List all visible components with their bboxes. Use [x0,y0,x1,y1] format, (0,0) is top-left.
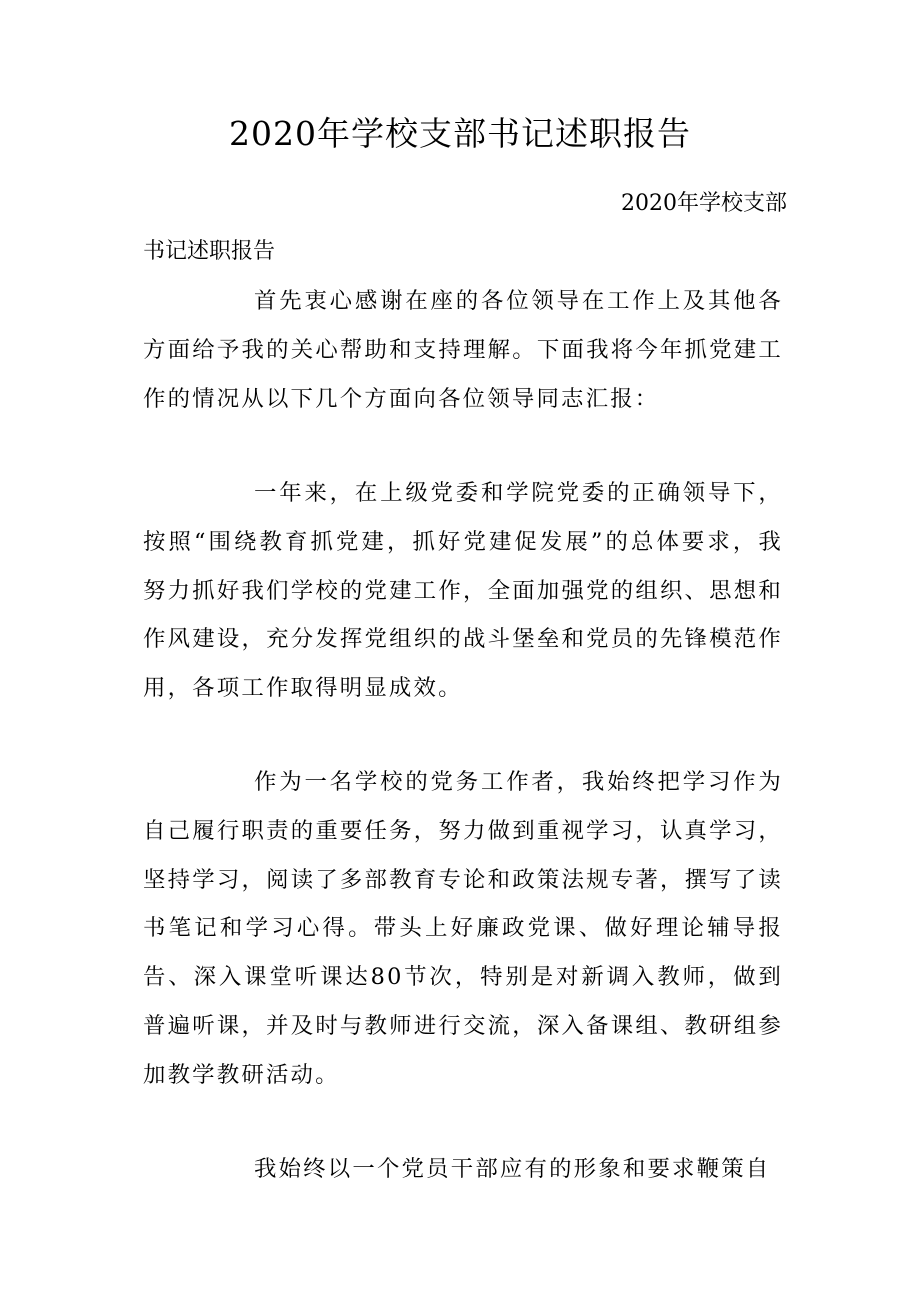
subtitle-line-1: 2020年学校支部 [621,191,787,216]
paragraph-conduct: 我始终以一个党员干部应有的形象和要求鞭策自 [254,1156,771,1182]
subtitle-line-2: 书记述职报告 [143,239,276,264]
paragraph-study: 作为一名学校的党务工作者，我始终把学习作为自己履行职责的重要任务，努力做到重视学习，认真学习，坚持学习，阅读了多部教育专论和政策法规专著，撰写了读书笔记和学习心得。带头上好廉政党课、做好理论辅导报告、深入课堂听课达80节次，特别是对新调入教师，做到普遍听课，并及时与教师进行交流，深入备课组、教研组参加教学教研活动。 [143,769,783,1088]
document-title: 2020年学校支部书记述职报告 [229,114,691,153]
paragraph-party-building: 一年来，在上级党委和学院党委的正确领导下，按照“围绕教育抓党建，抓好党建促发展”的总体要求，我努力抓好我们学校的党建工作，全面加强党的组织、思想和作风建设，充分发挥党组织的战斗堡垒和党员的先锋模范作用，各项工作取得明显成效。 [143,480,783,702]
paragraph-intro: 首先衷心感谢在座的各位领导在工作上及其他各方面给予我的关心帮助和支持理解。下面我将今年抓党建工作的情况从以下几个方面向各位领导同志汇报： [143,288,783,412]
